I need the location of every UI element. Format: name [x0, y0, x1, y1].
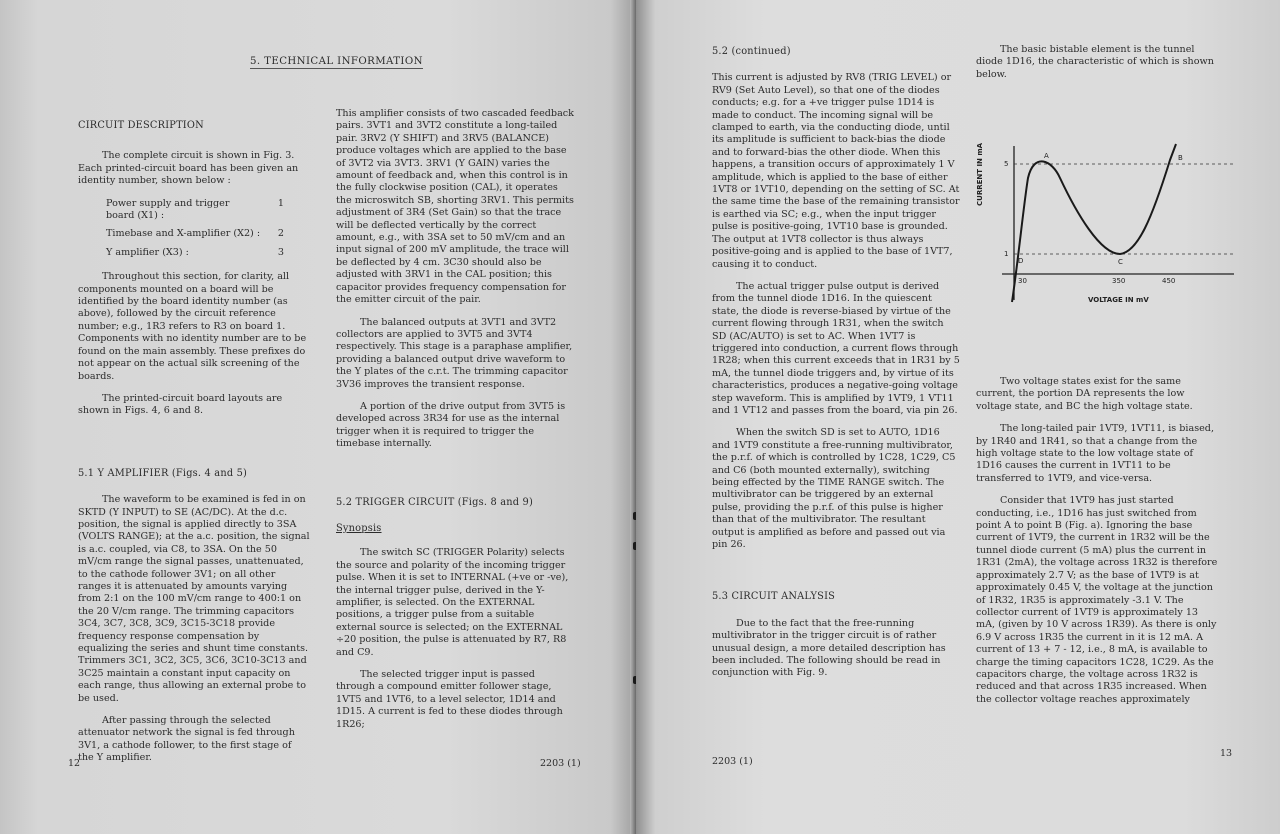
trigger-input-paragraph: The selected trigger input is passed through a compound emitter follower stage, 1VT5 and 1VT6, to a level selector, 1D14 and 1D15. A current is fed to these diodes through 1R26; — [336, 669, 563, 730]
x-tick-350: 350 — [1112, 277, 1126, 285]
voltage-states-paragraph: Two voltage states exist for the same current, the portion DA represents the low voltage state, and BC the high voltage state. — [976, 376, 1193, 412]
trigger-circuit-heading: 5.2 TRIGGER CIRCUIT (Figs. 8 and 9) — [336, 496, 534, 508]
bistable-paragraph: The basic bistable element is the tunnel diode 1D16, the characteristic of which is shown below. — [976, 44, 1214, 80]
circuit-description-heading: CIRCUIT DESCRIPTION — [78, 120, 204, 131]
characteristic-curve — [1012, 144, 1176, 302]
trigger-switch-paragraph: The switch SC (TRIGGER Polarity) selects the source and polarity of the incoming trigger pulse. When it is set to INTERNAL (+ve or -ve), the internal trigger pulse, derived in the Y-amplifier, is selected. On the EXTERNAL positions, a trigger pulse from a suitable external source is selected; on the EXTERNAL ÷20 position, the pulse is attenuated by R7, R8 and C9. — [336, 547, 569, 658]
point-label-c: C — [1118, 258, 1123, 266]
trig-level-paragraph: This current is adjusted by RV8 (TRIG LEVEL) or RV9 (Set Auto Level), so that one of the diodes conducts; e.g. for a +ve trigger pulse 1D14 is made to conduct. The incoming signal will be clamped to earth, via the conducting diode, until its amplitude is sufficient to back-bias the diode and to forward-bias the other diode. When this happens, a transition occurs of approximately 1 V amplitude, which is applied to the base of either 1VT8 or 1VT10, depending on the setting of SC. At the same time the base of the remaining transistor is earthed via SC; e.g., when the input trigger pulse is positive-going, 1VT10 base is grounded. The output at 1VT8 collector is thus always positive-going and is applied to the base of 1VT7, causing it to conduct. — [712, 72, 960, 270]
point-label-b: B — [1178, 154, 1183, 162]
conducting-paragraph: Consider that 1VT9 has just started conducting, i.e., 1D16 has just switched from point A to point B (Fig. a). Ignoring the base current of 1VT9, the current in 1R32 will be the tunnel diode current (5 mA) plus the current in 1R31 (2mA), the voltage across 1R32 is therefore approximately 2.7 V; as the base of 1VT9 is at approximately 0.45 V, the voltage at the junction of 1R32, 1R35 is approximately -3.1 V. The collector current of 1VT9 is approximately 13 mA, (given by 10 V across 1R39). As there is only 6.9 V across 1R35 the current in it is 12 mA. A current of 13 + 7 - 12, i.e., 8 mA, is available to charge the timing capacitors 1C28, 1C29. As the capacitors charge, the voltage across 1R32 is reduced and that across 1R35 increased. When the collector voltage reaches approximately — [976, 495, 1218, 705]
synopsis-heading: Synopsis — [336, 522, 382, 534]
attenuator-paragraph: After passing through the selected attenuator network the signal is fed through 3V1, a cathode follower, to the first stage of the Y amplifier. — [78, 715, 295, 764]
y-tick-1: 1 — [1004, 250, 1009, 258]
prefix-paragraph: Throughout this section, for clarity, all components mounted on a board will be identified by the board identity number (as above), followed by the circuit reference number; e.g., 1R3 refers to R3 on board 1. Components with no identity number are to be found on the main assembly. These prefixes do not appear on the actual silk screening of the boards. — [78, 271, 307, 382]
point-label-d: D — [1018, 257, 1024, 265]
y-amplifier-heading: 5.1 Y AMPLIFIER (Figs. 4 and 5) — [78, 467, 248, 479]
layouts-paragraph: The printed-circuit board layouts are shown in Figs. 4, 6 and 8. — [78, 392, 283, 417]
right-second-column-lower — [976, 376, 1220, 716]
point-label-a: A — [1044, 152, 1049, 160]
tunnel-diode-characteristic-graph — [972, 142, 1234, 310]
right-page — [636, 0, 1280, 834]
board-row: Power supply and trigger board (X1) : 1 — [106, 197, 284, 222]
page-number-left: 12 — [68, 758, 81, 769]
left-page — [0, 0, 636, 834]
board-row: Timebase and X-amplifier (X2) : 2 — [106, 228, 284, 240]
x-tick-30: 30 — [1018, 277, 1027, 285]
continued-heading: 5.2 (continued) — [712, 46, 791, 57]
right-first-column — [712, 46, 960, 690]
doc-number-left: 2203 (1) — [540, 758, 581, 769]
balanced-outputs-paragraph: The balanced outputs at 3VT1 and 3VT2 collectors are applied to 3VT5 and 3VT4 respectively. This stage is a paraphase amplifier, providing a balanced output drive waveform to the Y plates of the c.r.t. The trimming capacitor 3V36 improves the transient response. — [336, 316, 573, 390]
x-axis-label: VOLTAGE IN mV — [1088, 296, 1149, 304]
left-second-column — [336, 108, 576, 741]
drive-output-paragraph: A portion of the drive output from 3VT5 is developed across 3R34 for use as the internal trigger when it is required to trigger the timebase internally. — [336, 400, 566, 450]
y-amplifier-paragraph: The waveform to be examined is fed in on SKTD (Y INPUT) to SE (AC/DC). At the d.c. position, the signal is applied directly to 3SA (VOLTS RANGE); at the a.c. position, the signal is a.c. coupled, via C8, to 3SA. On the 50 mV/cm range the signal passes, unattenuated, to the cathode follower 3V1; on all other ranges it is attenuated by amounts varying from 2:1 on the 100 mV/cm range to 400:1 on the 20 V/cm range. The trimming capacitors 3C4, 3C7, 3C8, 3C9, 3C15-3C18 provide frequency response compensation by equalizing the series and shunt time constants. Trimmers 3C1, 3C2, 3C5, 3C6, 3C10-3C13 and 3C25 maintain a constant input capacity on each range, thus allowing an external probe to be used. — [78, 494, 310, 704]
board-identity-table — [106, 198, 310, 260]
graph-svg — [972, 142, 1234, 310]
auto-mode-paragraph: When the switch SD is set to AUTO, 1D16 and 1VT9 constitute a free-running multivibrator, the p.r.f. of which is controlled by 1C28, 1C29, C5 and C6 (both mounted externally), switching being effected by the TIME RANGE switch. The multivibrator can be triggered by an external pulse, providing the p.r.f. of this pulse is higher than that of the multivibrator. The resultant output is amplified as before and passed out via pin 26. — [712, 427, 956, 551]
amplifier-paragraph: This amplifier consists of two cascaded feedback pairs. 3VT1 and 3VT2 constitute a long-tailed pair. 3RV2 (Y SHIFT) and 3RV5 (BALANCE) produce voltages which are applied to the base of 3VT2 via 3VT3. 3RV1 (Y GAIN) varies the amount of feedback and, when this control is in the fully clockwise position (CAL), it operates the microswitch SB, shorting 3RV1. This permits adjustment of 3R4 (Set Gain) so that the trace will be deflected vertically by the correct amount, e.g., with 3SA set to 50 mV/cm and an input signal of 200 mV amplitude, the trace will be deflected by 4 cm. 3C30 should also be adjusted with 3RV1 in the CAL position; this capacitor provides frequency compensation for the emitter circuit of the pair. — [336, 108, 574, 306]
x-tick-450: 450 — [1162, 277, 1176, 285]
y-tick-5: 5 — [1004, 160, 1009, 168]
y-axis-label: CURRENT IN mA — [976, 142, 984, 206]
long-tailed-pair-paragraph: The long-tailed pair 1VT9, 1VT11, is biased, by 1R40 and 1R41, so that a change from the high voltage state to the low voltage state of 1D16 causes the current in 1VT11 to be transferred to 1VT9, and vice-versa. — [976, 423, 1214, 484]
circuit-analysis-heading: 5.3 CIRCUIT ANALYSIS — [712, 591, 836, 603]
running-head: 5. TECHNICAL INFORMATION — [250, 56, 423, 67]
intro-paragraph: The complete circuit is shown in Fig. 3. Each printed-circuit board has been given an identity number, shown below : — [78, 150, 299, 187]
page-number-right: 13 — [1220, 748, 1233, 759]
left-column — [78, 120, 310, 775]
right-second-column — [976, 44, 1220, 81]
doc-number-right: 2203 (1) — [712, 756, 753, 767]
board-row: Y amplifier (X3) : 3 — [106, 246, 284, 258]
tunnel-diode-paragraph: The actual trigger pulse output is derived from the tunnel diode 1D16. In the quiescent state, the diode is reverse-biased by virtue of the current flowing through 1R31, when the switch SD (AC/AUTO) is set to AC. When 1VT7 is triggered into conduction, a current flows through 1R28; when this current exceeds that in 1R31 by 5 mA, the tunnel diode triggers and, by virtue of its characteristics, produces a negative-going voltage step waveform. This is amplified by 1VT9, 1 VT11 and 1 VT12 and passes from the board, via pin 26. — [712, 280, 960, 416]
circuit-analysis-paragraph: Due to the fact that the free-running multivibrator in the trigger circuit is of rather unusual design, a more detailed description has been included. The following should be read in conjunction with Fig. 9. — [712, 617, 946, 679]
